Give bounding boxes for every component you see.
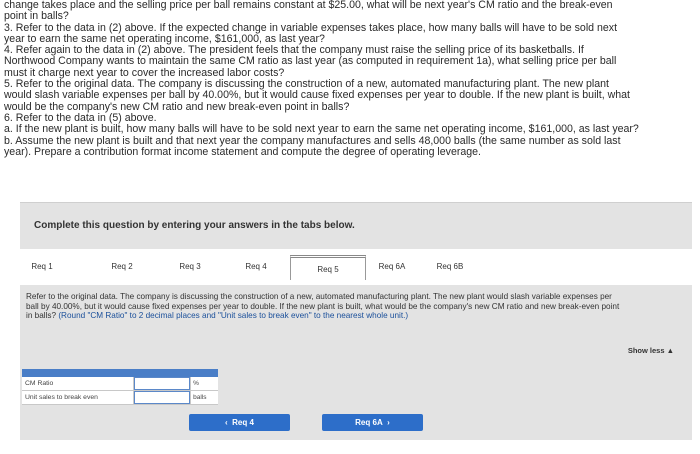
tab-content <box>20 285 692 440</box>
requirement-instruction: Refer to the original data. The company is discussing the construction of a new, automated manufacturing plant. The new plant would slash variable expenses per ball by 40.00%, but it would cause fixed expenses per year to double. If the new plant is built, what would be the company's new CM ratio and new break-even point in balls? <box>26 292 620 320</box>
unit-sales-input[interactable] <box>134 391 190 404</box>
prev-button[interactable] <box>189 414 290 431</box>
next-button-label: Req 6A <box>355 418 383 427</box>
question-line: Northwood Company wants to maintain the same CM ratio as last year (as computed in requirement 1a), what selling price per ball <box>4 55 617 68</box>
chevron-left-icon: ‹ <box>225 418 233 427</box>
tab-req-1[interactable]: Req 1 <box>31 261 53 271</box>
question-line: would be the company's new CM ratio and new break-even point in balls? <box>4 100 350 113</box>
instructions-panel <box>20 202 692 250</box>
prev-button-label: Req 4 <box>232 418 254 427</box>
tab-req-5[interactable]: Req 5 <box>290 255 366 280</box>
question-line: year). Prepare a contribution format income statement and compute the degree of operating leverage. <box>4 145 481 158</box>
row-unit-balls: balls <box>190 391 218 404</box>
row-unit-percent: % <box>190 377 218 390</box>
row-label-cm-ratio: CM Ratio <box>22 377 134 390</box>
chevron-right-icon: › <box>382 418 390 427</box>
question-line: 6. Refer to the data in (5) above. <box>4 111 157 124</box>
panel-label: Complete this question by entering your answers in the tabs below. <box>34 220 355 231</box>
answer-table <box>22 369 218 405</box>
question-line: year to earn the same net operating income, $161,000, as last year? <box>4 32 325 45</box>
tab-req-2[interactable]: Req 2 <box>111 261 133 271</box>
question-line: b. Assume the new plant is built and that next year the company manufactures and sells 48,000 balls (the same number as sold last <box>4 134 621 147</box>
table-row <box>22 391 218 405</box>
question-line: point in balls? <box>4 10 69 23</box>
tab-req-4[interactable]: Req 4 <box>245 261 267 271</box>
answer-table-header <box>22 369 218 377</box>
tab-req-6b[interactable]: Req 6B <box>436 261 464 271</box>
tab-req-3[interactable]: Req 3 <box>179 261 201 271</box>
table-row <box>22 377 218 391</box>
rounding-note: (Round "CM Ratio" to 2 decimal places and "Unit sales to break even" to the nearest whole unit.) <box>58 311 409 320</box>
question-text <box>4 0 694 158</box>
question-line: would slash variable expenses per ball by 40.00%, but it would cause fixed expenses per year to double. If the new plant is built, what <box>4 89 630 102</box>
question-line: 3. Refer to the data in (2) above. If the expected change in variable expenses takes place, how many balls will have to be sold next <box>4 21 618 34</box>
next-button[interactable] <box>322 414 423 431</box>
tab-req-6a[interactable]: Req 6A <box>378 261 406 271</box>
requirement-text <box>26 292 626 321</box>
question-line: 4. Refer again to the data in (2) above. The president feels that the company must raise the selling price of its basketballs. If <box>4 44 584 57</box>
question-line: a. If the new plant is built, how many balls will have to be sold next year to earn the same net operating income, $161,000, as last year? <box>4 123 639 136</box>
question-line: must it charge next year to cover the increased labor costs? <box>4 66 285 79</box>
cm-ratio-input[interactable] <box>134 377 190 390</box>
show-less-link[interactable]: Show less ▲ <box>627 346 674 355</box>
question-line: 5. Refer to the original data. The company is discussing the construction of a new, automated manufacturing plant. The new plant <box>4 78 609 91</box>
tab-bar <box>20 249 692 285</box>
question-line: change takes place and the selling price per ball remains constant at $25.00, what will be next year's CM ratio and the break-even <box>4 0 613 11</box>
row-label-unit-sales: Unit sales to break even <box>22 391 134 404</box>
